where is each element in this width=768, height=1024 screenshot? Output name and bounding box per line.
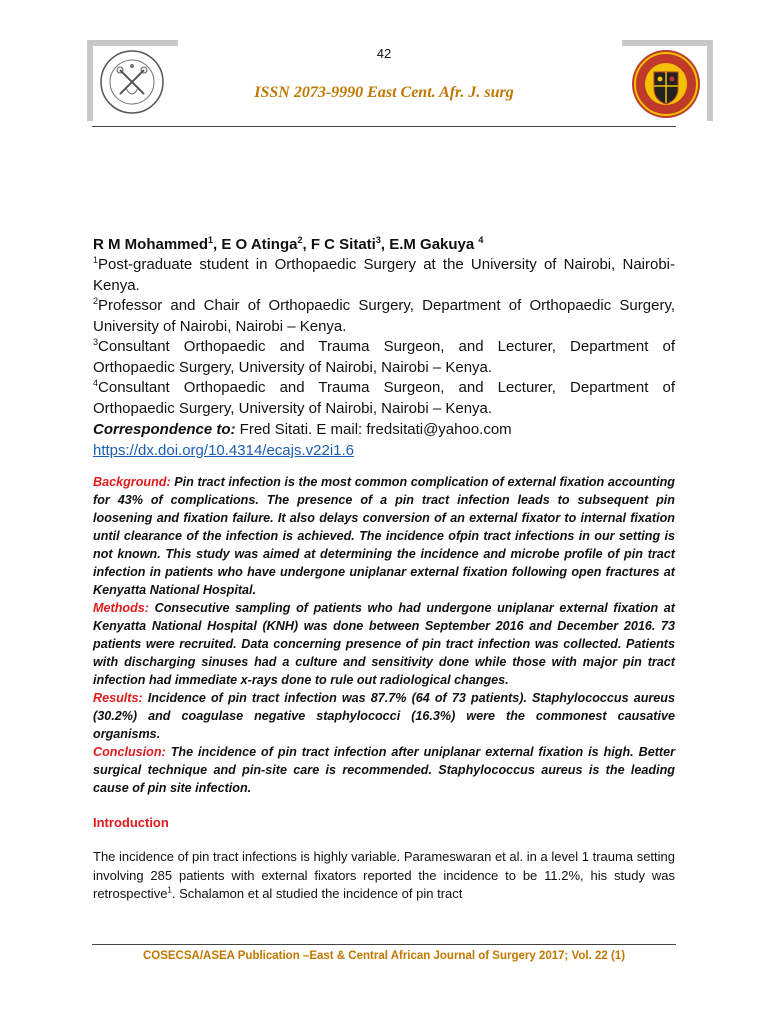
correspondence-label: Correspondence to:	[93, 421, 236, 438]
affiliation-2: $^2$Professor and Chair of Orthopaedic Surgery, Department of Orthopaedic Surgery, University of Nairobi, Nairobi – Kenya.	[93, 296, 675, 335]
header-rule	[92, 126, 676, 127]
correspondence-text: Fred Sitati. E mail: fredsitati@yahoo.com	[235, 421, 512, 438]
abstract-conclusion: Conclusion: The incidence of pin tract infection after uniplanar external fixation is high. Better surgical technique and pin-site care is recommended. Staphylococcus aureus is the leading cause of pin site infection.	[93, 745, 675, 795]
abstract-results: Results: Incidence of pin tract infection was 87.7% (64 of 73 patients). Staphylococcus aureus (30.2%) and coagulase negative staphylococci (16.3%) were the commonest causative organisms.	[93, 691, 675, 741]
author-list: R M Mohammed$^1$, E O Atinga$^2$, F C Sitati$^3$, E.M Gakuya $^4$	[93, 235, 484, 253]
footer-rule	[92, 944, 676, 945]
affiliation-1: $^1$Post-graduate student in Orthopaedic Surgery at the University of Nairobi, Nairobi-Kenya.	[93, 255, 675, 294]
affiliation-3: $^3$Consultant Orthopaedic and Trauma Surgeon, and Lecturer, Department of Orthopaedic Surgery, University of Nairobi, Nairobi – Kenya.	[93, 337, 675, 376]
article-front-matter	[93, 234, 675, 904]
introduction-paragraph: The incidence of pin tract infections is highly variable. Parameswaran et al. in a level 1 trauma setting involving 285 patients with external fixators reported the incidence to be 11.2%, his study was retrospective$^1$. Schalamon et al studied the incidence of pin tract	[93, 849, 675, 901]
introduction-heading: Introduction	[93, 815, 169, 830]
page-number: 42	[376, 46, 392, 61]
correspondence	[93, 419, 675, 440]
affiliation-4: $^4$Consultant Orthopaedic and Trauma Surgeon, and Lecturer, Department of Orthopaedic Surgery, University of Nairobi, Nairobi – Kenya.	[93, 378, 675, 417]
doi-link[interactable]: https://dx.doi.org/10.4314/ecajs.v22i1.6	[93, 442, 355, 459]
abstract	[93, 473, 675, 797]
journal-footer: COSECSA/ASEA Publication –East & Central African Journal of Surgery 2017; Vol. 22 (1)	[142, 950, 626, 962]
abstract-background: Background: Pin tract infection is the most common complication of external fixation accounting for 43% of complications. The presence of a pin tract infection leads to subsequent pin loosening and fixation failure. It also delays conversion of an external fixator to internal fixation until clearance of the infection is achieved. The incidence ofpin tract infections in our setting is not known. This study was aimed at determining the incidence and microbe profile of pin tract infection in patients who have undergone uniplanar external fixation following open fractures at Kenyatta National Hospital.	[93, 475, 675, 597]
abstract-methods: Methods: Consecutive sampling of patients who had undergone uniplanar external fixation at Kenyatta National Hospital (KNH) was done between September 2016 and December 2016. 73 patients were recruited. Data concerning presence of pin tract infection was collected. Patients with discharging sinuses had a culture and sensitivity done while those with major pin tract infection had immediate x-rays done to rule out radiological changes.	[93, 601, 675, 687]
journal-issn-title: ISSN 2073-9990 East Cent. Afr. J. surg	[254, 84, 514, 101]
